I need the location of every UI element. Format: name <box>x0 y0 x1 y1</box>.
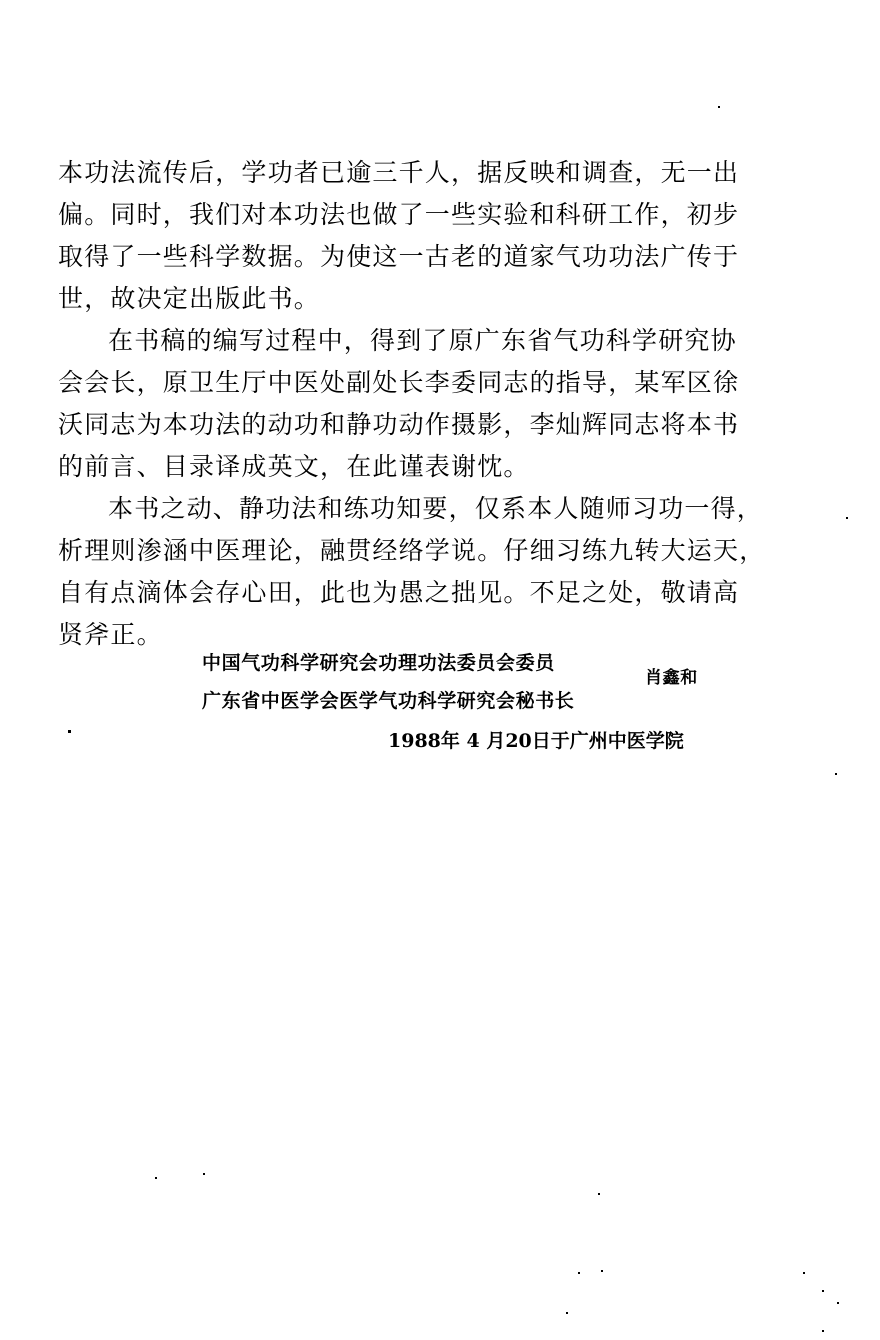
scan-speck <box>155 1177 157 1179</box>
text-line: 取得了一些科学数据。为使这一古老的道家气功功法广传于 <box>58 242 740 271</box>
signature-name: 肖鑫和 <box>645 668 698 688</box>
scan-speck <box>846 517 848 519</box>
text-line: 会会长，原卫生厅中医处副处长李委同志的指导，某军区徐 <box>58 368 740 397</box>
scan-speck <box>566 1312 568 1314</box>
text-line: 自有点滴体会存心田，此也为愚之拙见。不足之处，敬请高 <box>58 578 740 607</box>
text-line: 本书之动、静功法和练功知要，仅系本人随师习功一得， <box>108 494 764 523</box>
text-line: 沃同志为本功法的动功和静功动作摄影，李灿辉同志将本书 <box>58 410 740 439</box>
scan-speck <box>822 1290 824 1292</box>
signature-title-2: 广东省中医学会医学气功科学研究会秘书长 <box>202 690 575 712</box>
scan-speck <box>203 1173 205 1175</box>
scan-speck <box>835 773 837 775</box>
text-line: 在书稿的编写过程中，得到了原广东省气功科学研究协 <box>108 326 737 355</box>
text-line: 的前言、目录译成英文，在此谨表谢忱。 <box>58 452 530 481</box>
scan-speck <box>578 1272 580 1274</box>
scan-speck <box>601 1270 603 1272</box>
scan-speck <box>718 106 720 108</box>
text-line: 贤斧正。 <box>58 620 163 649</box>
signature-title-1: 中国气功科学研究会功理功法委员会委员 <box>202 652 555 674</box>
scan-speck <box>803 1272 805 1274</box>
scan-speck <box>822 1330 824 1332</box>
scan-speck <box>837 1302 839 1304</box>
scan-speck <box>68 730 71 733</box>
text-line: 偏。同时，我们对本功法也做了一些实验和科研工作，初步 <box>58 200 740 229</box>
text-line: 本功法流传后，学功者已逾三千人，据反映和调查，无一出 <box>58 158 740 187</box>
text-line: 世，故决定出版此书。 <box>58 284 321 313</box>
scan-speck <box>598 1193 600 1195</box>
text-line: 析理则渗涵中医理论，融贯经络学说。仔细习练九转大运天， <box>58 536 766 565</box>
signature-date: 1988年 4 月20日于广州中医学院 <box>388 730 684 752</box>
